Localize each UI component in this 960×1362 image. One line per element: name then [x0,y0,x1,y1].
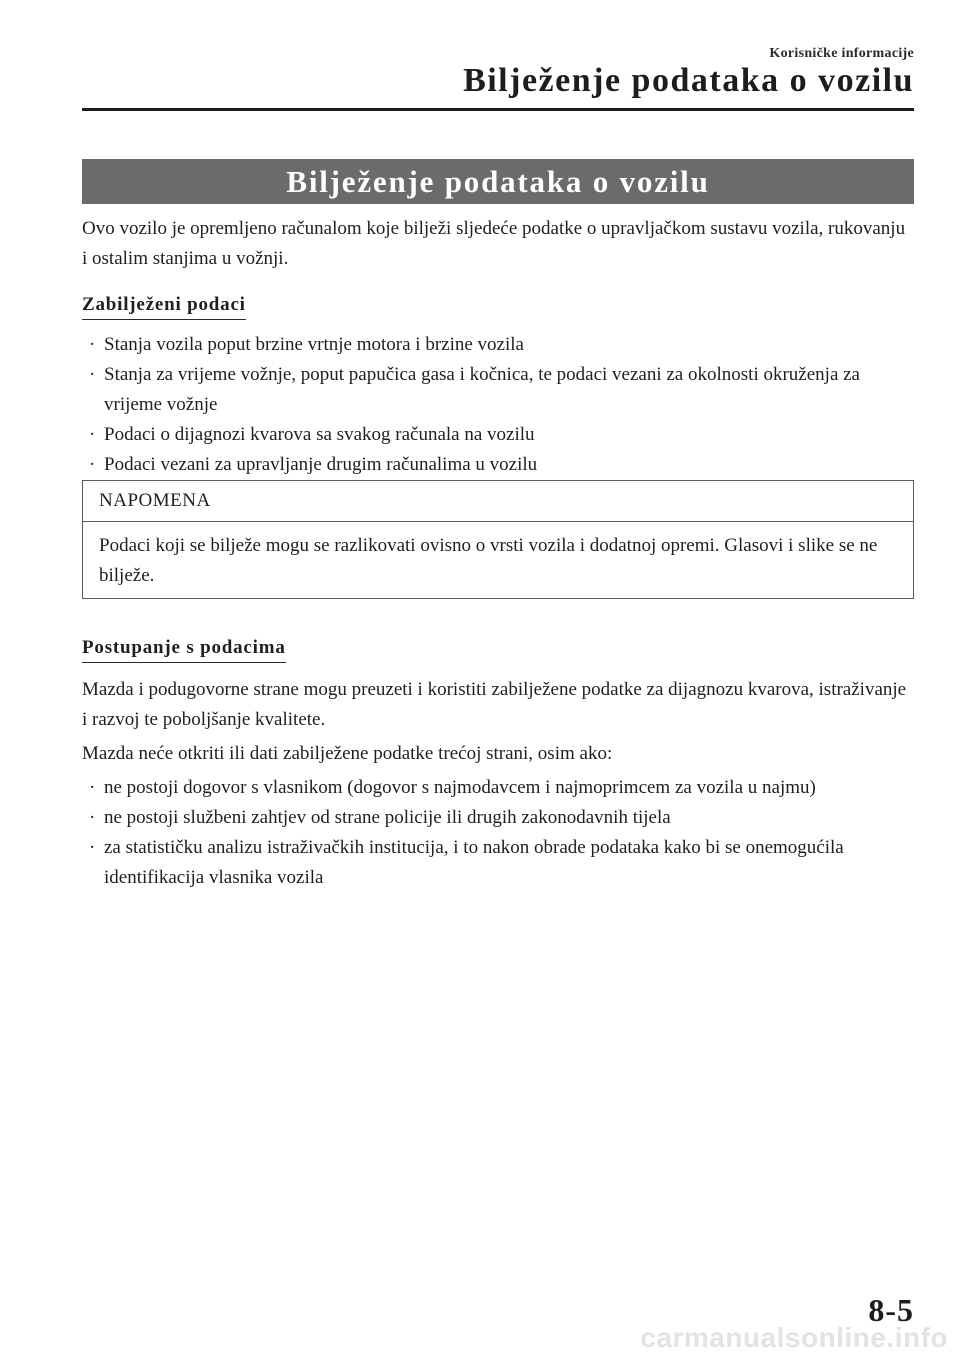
header-chapter-title: Bilježenje podataka o vozilu [463,62,914,99]
bullet-icon: · [89,807,96,828]
bullet-icon: · [89,777,96,798]
list-item [82,360,914,420]
handling-paragraph: Mazda i podugovorne strane mogu preuzeti i koristiti zabilježene podatke za dijagnozu kvarova, istraživanje i razvoj te poboljšanje kvalitete. [82,679,907,730]
bullet-icon: · [89,837,96,858]
disclosure-paragraph: Mazda neće otkriti ili dati zabilježene podatke trećoj strani, osim ako: [82,743,613,764]
recorded-data-list [82,330,914,480]
list-item-text: ne postoji dogovor s vlasnikom (dogovor s najmodavcem i najmoprimcem za vozila u najmu) [104,777,816,798]
list-item-text: Stanja za vrijeme vožnje, poput papučica gasa i kočnica, te podaci vezani za okolnosti okruženja za vrijeme vožnje [104,364,860,415]
list-item-text: Stanja vozila poput brzine vrtnje motora i brzine vozila [104,334,524,355]
header-divider [82,108,914,111]
section-title-banner: Bilježenje podataka o vozilu [82,159,914,204]
list-item [82,773,914,803]
intro-paragraph: Ovo vozilo je opremljeno računalom koje bilježi sljedeće podatke o upravljačkom sustavu vozila, rukovanju i ostalim stanjima u vožnji. [82,218,906,269]
list-item [82,450,914,480]
bullet-icon: · [89,424,96,445]
watermark-text: carmanualsonline.info [640,1322,948,1353]
data-handling-heading: Postupanje s podacima [82,634,286,663]
page-number: 8-5 [868,1292,914,1328]
note-box [82,480,914,599]
list-item [82,833,914,893]
list-item [82,420,914,450]
bullet-icon: · [89,454,96,475]
recorded-data-heading: Zabilježeni podaci [82,291,246,320]
list-item-text: za statističku analizu istraživačkih institucija, i to nakon obrade podataka kako bi se onemogućila identifikacija vlasnika vozila [104,837,844,888]
list-item-text: Podaci vezani za upravljanje drugim računalima u vozilu [104,454,538,475]
header-section-label: Korisničke informacije [769,46,914,61]
list-item [82,803,914,833]
bullet-icon: · [89,334,96,355]
note-text: Podaci koji se bilježe mogu se razlikovati ovisno o vrsti vozila i dodatnoj opremi. Glasovi i slike se ne bilježe. [99,535,878,586]
list-item-text: ne postoji službeni zahtjev od strane policije ili drugih zakonodavnih tijela [104,807,671,828]
note-heading: NAPOMENA [83,481,913,522]
list-item-text: Podaci o dijagnozi kvarova sa svakog računala na vozilu [104,424,535,445]
page-content [82,214,914,893]
bullet-icon: · [89,364,96,385]
disclosure-exceptions-list [82,773,914,893]
list-item [82,330,914,360]
